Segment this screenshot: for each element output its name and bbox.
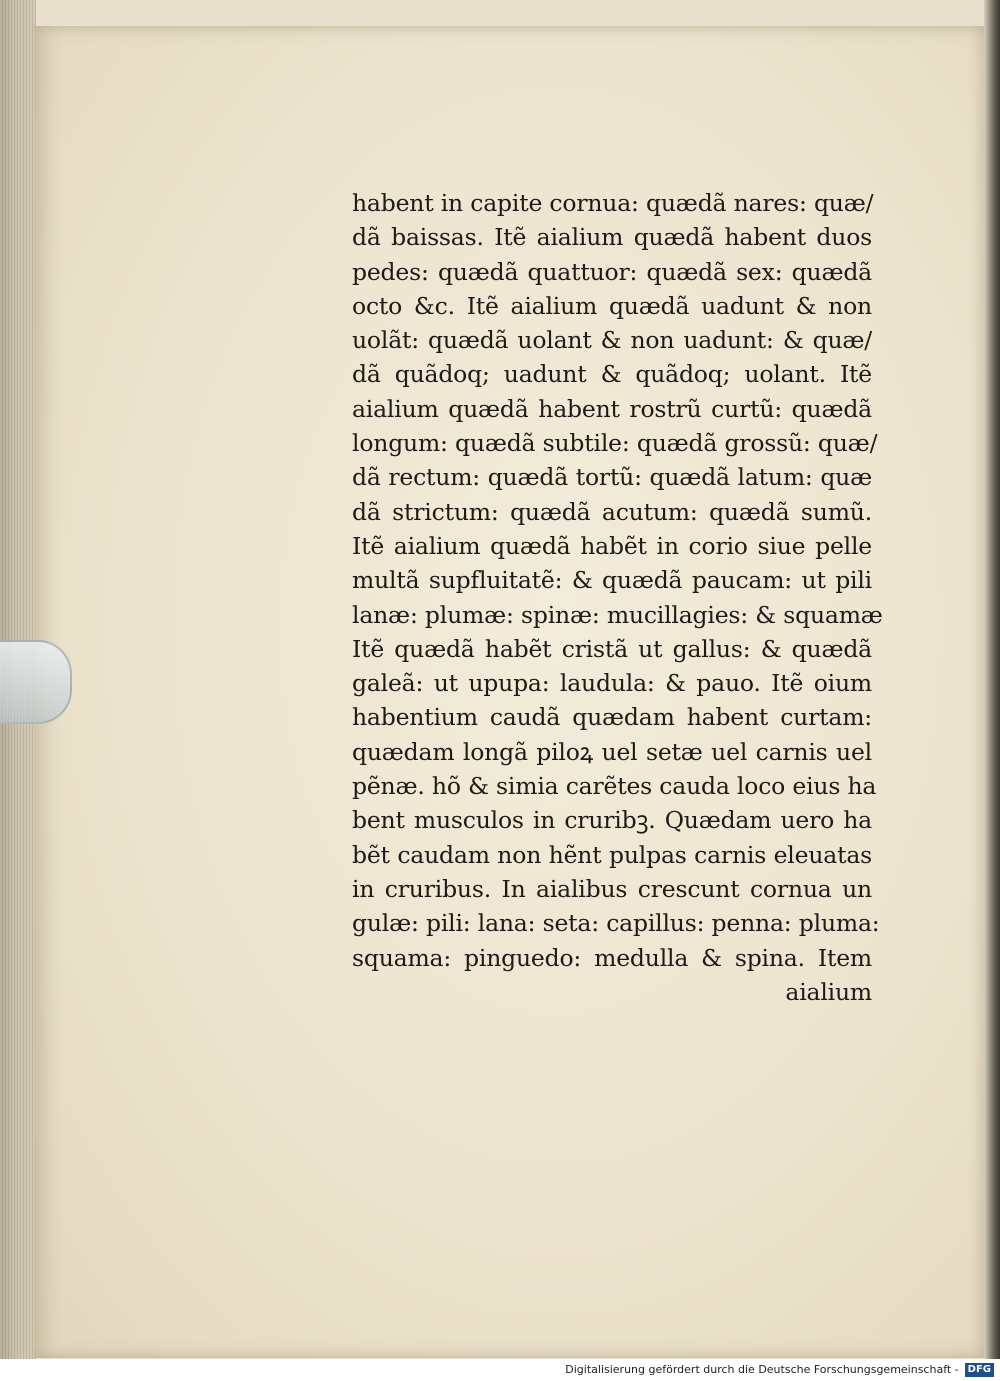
digitization-footer bbox=[0, 1359, 1000, 1381]
text-line: habentium caudã quædam habent curtam: bbox=[352, 703, 872, 732]
text-line: in cruribus. In aialibus crescunt cornua un bbox=[352, 874, 872, 903]
text-line: squama: pinguedo: medulla & spina. Item bbox=[352, 943, 872, 972]
text-line: uolãt: quædã uolant & non uadunt: & quæ/ bbox=[352, 326, 872, 355]
text-line: lanæ: plumæ: spinæ: mucillagies: & squamæ bbox=[352, 600, 883, 629]
text-line: Itẽ quædã habẽt cristã ut gallus: & quædã bbox=[352, 634, 872, 663]
text-line: longum: quædã subtile: quædã grossũ: quæ/ bbox=[352, 429, 878, 458]
text-line: gulæ: pili: lana: seta: capillus: penna: pluma: bbox=[352, 909, 880, 938]
text-line: pedes: quædã quattuor: quædã sex: quædã bbox=[352, 257, 872, 286]
text-line: quædam longã piloꝝ uel setæ uel carnis uel bbox=[352, 737, 872, 766]
text-line: dã rectum: quædã tortũ: quædã latum: quæ bbox=[352, 463, 872, 492]
text-line: bẽt caudam non hẽnt pulpas carnis eleuatas bbox=[352, 840, 872, 869]
page-clip bbox=[0, 640, 72, 724]
text-line: Itẽ aialium quædã habẽt in corio siue pelle bbox=[352, 531, 872, 560]
text-line: dã quãdoq; uadunt & quãdoq; uolant. Itẽ bbox=[352, 360, 872, 389]
text-line: bent musculos in cruribꝫ. Quædam uero ha bbox=[352, 806, 872, 835]
text-block bbox=[352, 186, 883, 1009]
catchword: aialium bbox=[785, 977, 872, 1006]
text-line: dã strictum: quædã acutum: quædã sumũ. bbox=[352, 497, 872, 526]
dfg-logo: DFG bbox=[965, 1363, 994, 1377]
footer-credit: Digitalisierung gefördert durch die Deutsche Forschungsgemeinschaft - bbox=[565, 1363, 959, 1376]
text-line: dã baissas. Itẽ aialium quædã habent duos bbox=[352, 223, 872, 252]
text-line: pẽnæ. hõ & simia carẽtes cauda loco eius ha bbox=[352, 772, 877, 801]
text-line: habent in capite cornua: quædã nares: quæ/ bbox=[352, 189, 874, 217]
text-line: octo &c. Itẽ aialium quædã uadunt & non bbox=[352, 291, 872, 320]
text-line: multã supfluitatẽ: & quædã paucam: ut pili bbox=[352, 566, 872, 595]
book-right-edge bbox=[984, 0, 1000, 1360]
text-line: aialium quædã habent rostrũ curtũ: quædã bbox=[352, 394, 872, 423]
text-line: galeã: ut upupa: laudula: & pauo. Itẽ oium bbox=[352, 669, 872, 698]
